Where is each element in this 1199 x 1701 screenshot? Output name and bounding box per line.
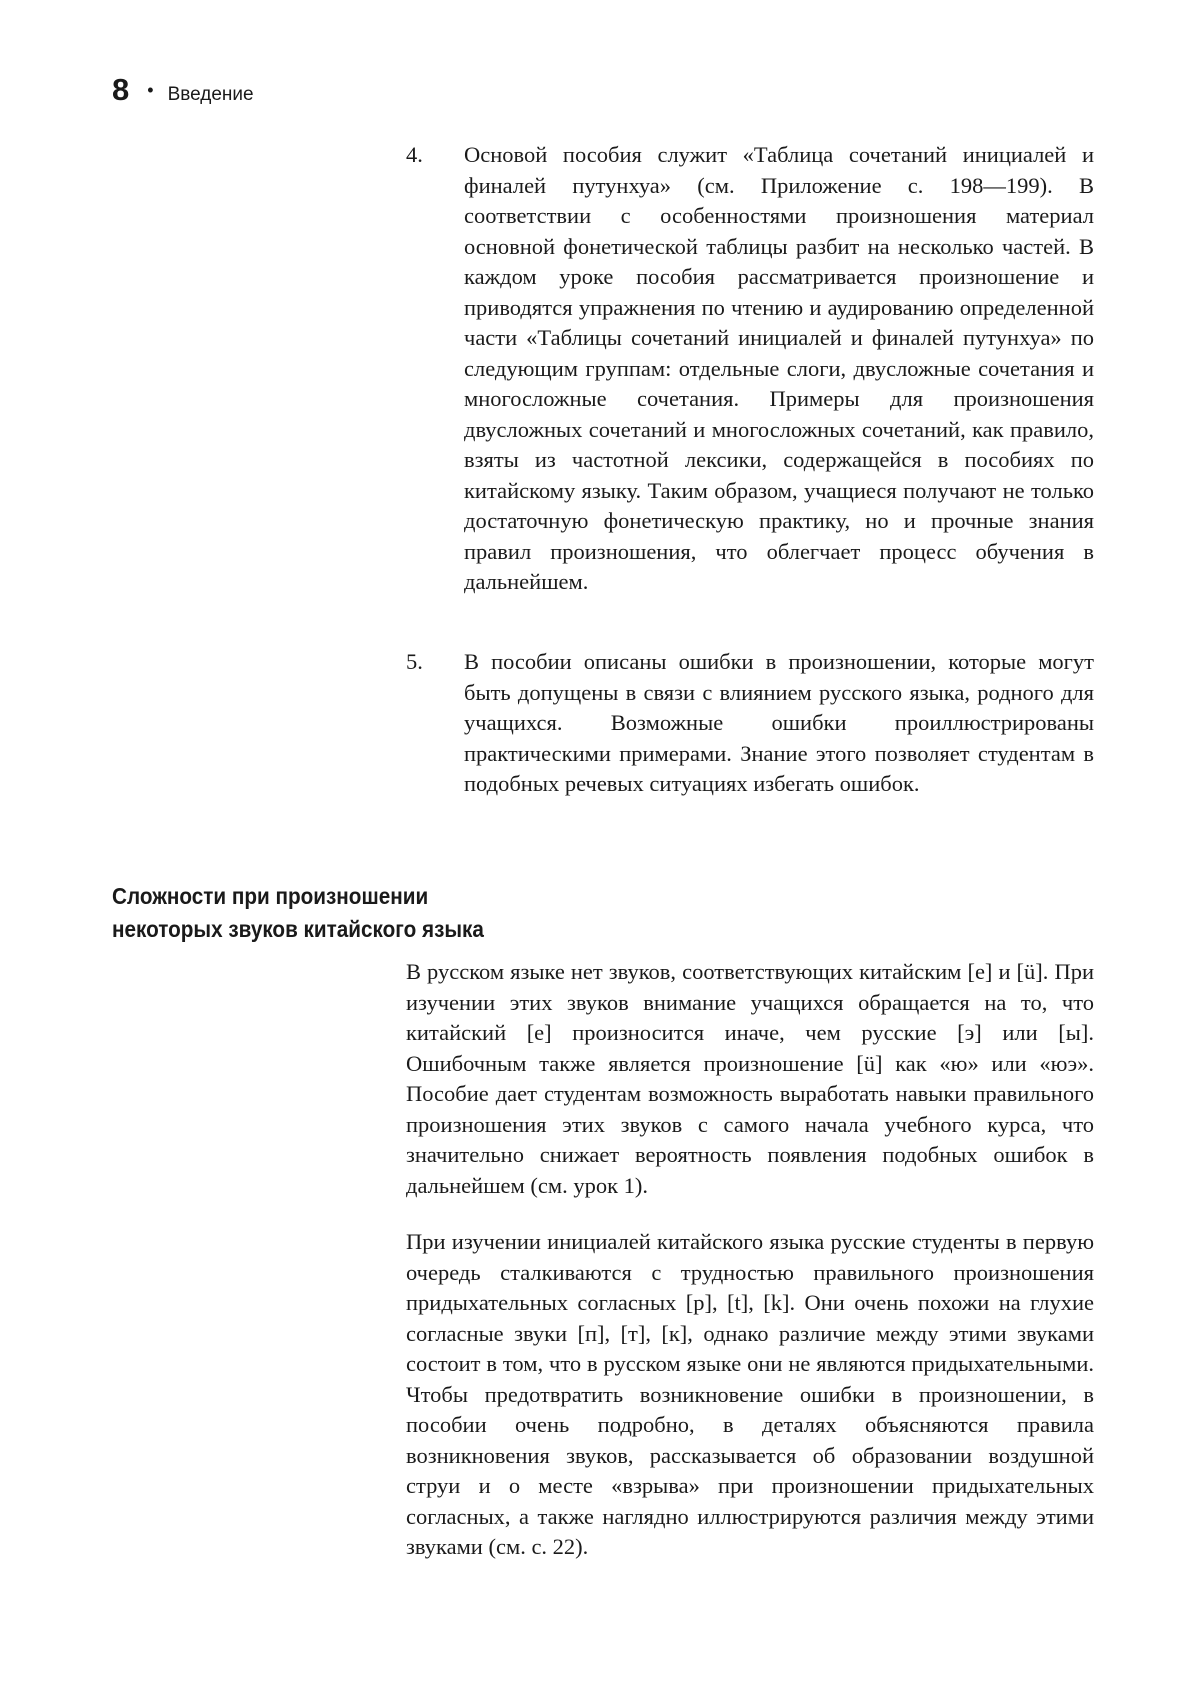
section-heading-line: Сложности при произношении <box>112 883 429 909</box>
list-item-number: 4. <box>406 142 423 167</box>
running-head-title: Введение <box>167 84 254 105</box>
page-number: 8 <box>112 72 130 107</box>
section-heading-line: некоторых звуков китайского языка <box>112 916 484 942</box>
list-item-text: Основой пособия служит «Таблица сочетаний инициалей и финалей путунхуа» (см. Приложение с. 198—199). В соответствии с особенностями произношения материал основной фонетической таблицы разбит на несколько частей. В каждом уроке пособия рассматривается произношение и приводятся упражнения по чтению и аудированию определенной части «Таблицы сочетаний инициалей и финалей путунхуа» по следующим группам: отдельные слоги, двусложные сочетания и многосложные сочетания. Примеры для произношения двусложных сочетаний и многосложных сочетаний, как правило, взяты из частотной лексики, содержащейся в пособиях по китайскому языку. Таким образом, учащиеся получают не только достаточную фонетическую практику, но и прочные знания правил произношения, что облегчает процесс обучения в дальнейшем. <box>464 142 1094 594</box>
body-paragraph: При изучении инициалей китайского языка русские студенты в первую очередь сталкиваются с трудностью правильного произношения придыхательных согласных [p], [t], [k]. Они очень похожи на глухие согласные звуки [п], [т], [к], однако различие между этими звуками состоит в том, что в русском языке они не являются придыхательными. Чтобы предотвратить возникновение ошибки в произношении, в пособии очень подробно, в деталях объясняются правила возникновения звуков, рассказывается об образовании воздушной струи и о месте «взрыва» при произношении придыхательных согласных, а также наглядно иллюстрируются различия между этими звуками (см. с. 22). <box>406 1229 1094 1559</box>
list-item-number: 5. <box>406 649 423 674</box>
list-item <box>406 647 1094 800</box>
header-separator: • <box>147 80 154 100</box>
list-item <box>406 140 1094 598</box>
body-paragraph: В русском языке нет звуков, соответствующих китайским [е] и [ü]. При изучении этих звуков внимание учащихся обращается на то, что китайский [е] произносится иначе, чем русские [э] или [ы]. Ошибочным также является произношение [ü] как «ю» или «юэ». Пособие дает студентам возможность выработать навыки правильного произношения этих звуков с самого начала учебного курса, что значительно снижает вероятность появления подобных ошибок в дальнейшем (см. урок 1). <box>406 959 1094 1198</box>
running-head <box>112 72 254 112</box>
section-heading <box>112 880 484 946</box>
list-item-text: В пособии описаны ошибки в произношении, которые могут быть допущены в связи с влиянием русского языка, родного для учащихся. Возможные ошибки проиллюстрированы практическими примерами. Знание этого позволяет студентам в подобных речевых ситуациях избегать ошибок. <box>464 649 1094 796</box>
